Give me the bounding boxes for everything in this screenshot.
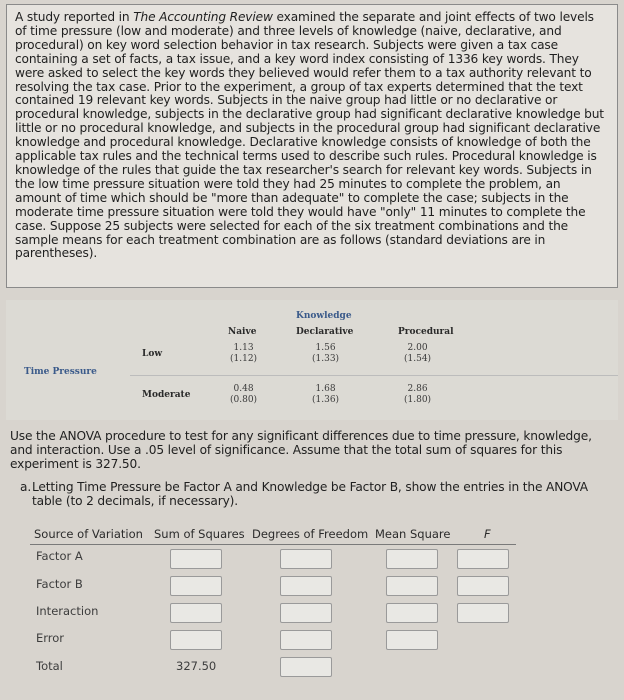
input-ms-error[interactable]: [386, 630, 438, 650]
mean: 0.48: [233, 384, 254, 394]
sd: (1.36): [312, 395, 340, 405]
part-a-letter: a.: [20, 480, 32, 494]
sd: (0.80): [230, 395, 258, 405]
col-head-declarative: Declarative: [296, 327, 354, 337]
cell-moderate-naive: [230, 384, 257, 406]
time-pressure-label: Time Pressure: [24, 367, 97, 377]
journal-title: The Accounting Review: [133, 10, 273, 24]
sample-means-table: [6, 300, 618, 420]
sd: (1.33): [312, 354, 340, 364]
input-ms-interaction[interactable]: [386, 603, 438, 623]
total-sum-of-squares: 327.50: [176, 659, 217, 673]
mean: 1.56: [315, 343, 336, 353]
header-ss: Sum of Squares: [154, 527, 245, 541]
mean: 2.00: [407, 343, 428, 353]
header-df: Degrees of Freedom: [252, 527, 369, 541]
cell-moderate-procedural: [404, 384, 431, 406]
part-a: [20, 481, 610, 509]
col-head-naive: Naive: [228, 327, 257, 337]
input-ms-factor-b[interactable]: [386, 576, 438, 596]
row-label-error: Error: [36, 631, 65, 645]
header-ms: Mean Square: [375, 527, 451, 541]
row-divider: [130, 375, 618, 376]
input-ms-factor-a[interactable]: [386, 549, 438, 569]
input-ss-interaction[interactable]: [170, 603, 222, 623]
row-label-factor-a: Factor A: [36, 549, 83, 563]
input-df-interaction[interactable]: [280, 603, 332, 623]
row-label-factor-b: Factor B: [36, 577, 83, 591]
input-df-factor-b[interactable]: [280, 576, 332, 596]
input-ss-factor-b[interactable]: [170, 576, 222, 596]
mean: 1.68: [315, 384, 336, 394]
part-a-text: Letting Time Pressure be Factor A and Knowledge be Factor B, show the entries in the ANOVA table (to 2 decimals, if necessary).: [32, 480, 588, 508]
sd: (1.54): [404, 354, 432, 364]
input-df-factor-a[interactable]: [280, 549, 332, 569]
row-label-total: Total: [36, 659, 63, 673]
input-df-total[interactable]: [280, 657, 332, 677]
input-f-factor-b[interactable]: [457, 576, 509, 596]
row-label-interaction: Interaction: [36, 604, 99, 618]
knowledge-label: Knowledge: [296, 311, 352, 321]
input-ss-error[interactable]: [170, 630, 222, 650]
input-f-interaction[interactable]: [457, 603, 509, 623]
cell-low-declarative: [312, 343, 339, 365]
row-head-low: Low: [142, 349, 163, 359]
input-df-error[interactable]: [280, 630, 332, 650]
cell-low-procedural: [404, 343, 431, 365]
sd: (1.80): [404, 395, 432, 405]
problem-text: examined the separate and joint effects of two levels of time pressure (low and moderate) and three levels of knowledge (naive, declarative, and procedural) on key word selection behavior in tax research. Subjects were given a tax case containing a set of facts, a tax issue, and a key word index consisting of 1336 key words. They were asked to select the key words they believed would refer them to a tax authority relevant to resolving the tax case. Prior to the experiment, a group of tax experts determined that the text contained 19 relevant key words. Subjects in the naive group had little or no declarative or procedural knowledge, subjects in the declarative group had significant declarative knowledge but little or no procedural knowledge, and subjects in the procedural group had significant declarative knowledge and procedural knowledge. Declarative knowledge consists of knowledge of both the applicable tax rules and the technical terms used to describe such rules. Procedural knowledge is knowledge of the rules that guide the tax researcher's search for relevant key words. Subjects in the low time pressure situation were told they had 25 minutes to complete the problem, an amount of time which should be "more than adequate" to complete the case; subjects in the moderate time pressure situation were told they would have "only" 11 minutes to complete the case. Suppose 25 subjects were selected for each of the six treatment combinations and the sample means for each treatment combination are as follows (standard deviations are in parentheses).: [15, 10, 604, 261]
col-head-procedural: Procedural: [398, 327, 454, 337]
header-f: F: [484, 527, 491, 541]
input-ss-factor-a[interactable]: [170, 549, 222, 569]
mean: 2.86: [407, 384, 428, 394]
problem-intro: A study reported in: [15, 10, 134, 24]
instructions-text: Use the ANOVA procedure to test for any significant differences due to time pressure, knowledge, and interaction. Use a .05 level of significance. Assume that the total sum of squares for this experiment is 327.50.: [10, 429, 592, 471]
header-rule: [30, 544, 516, 545]
cell-low-naive: [230, 343, 257, 365]
row-head-moderate: Moderate: [142, 390, 191, 400]
mean: 1.13: [233, 343, 254, 353]
input-f-factor-a[interactable]: [457, 549, 509, 569]
cell-moderate-declarative: [312, 384, 339, 406]
sd: (1.12): [230, 354, 258, 364]
problem-statement: [6, 4, 618, 288]
header-source: Source of Variation: [34, 527, 143, 541]
